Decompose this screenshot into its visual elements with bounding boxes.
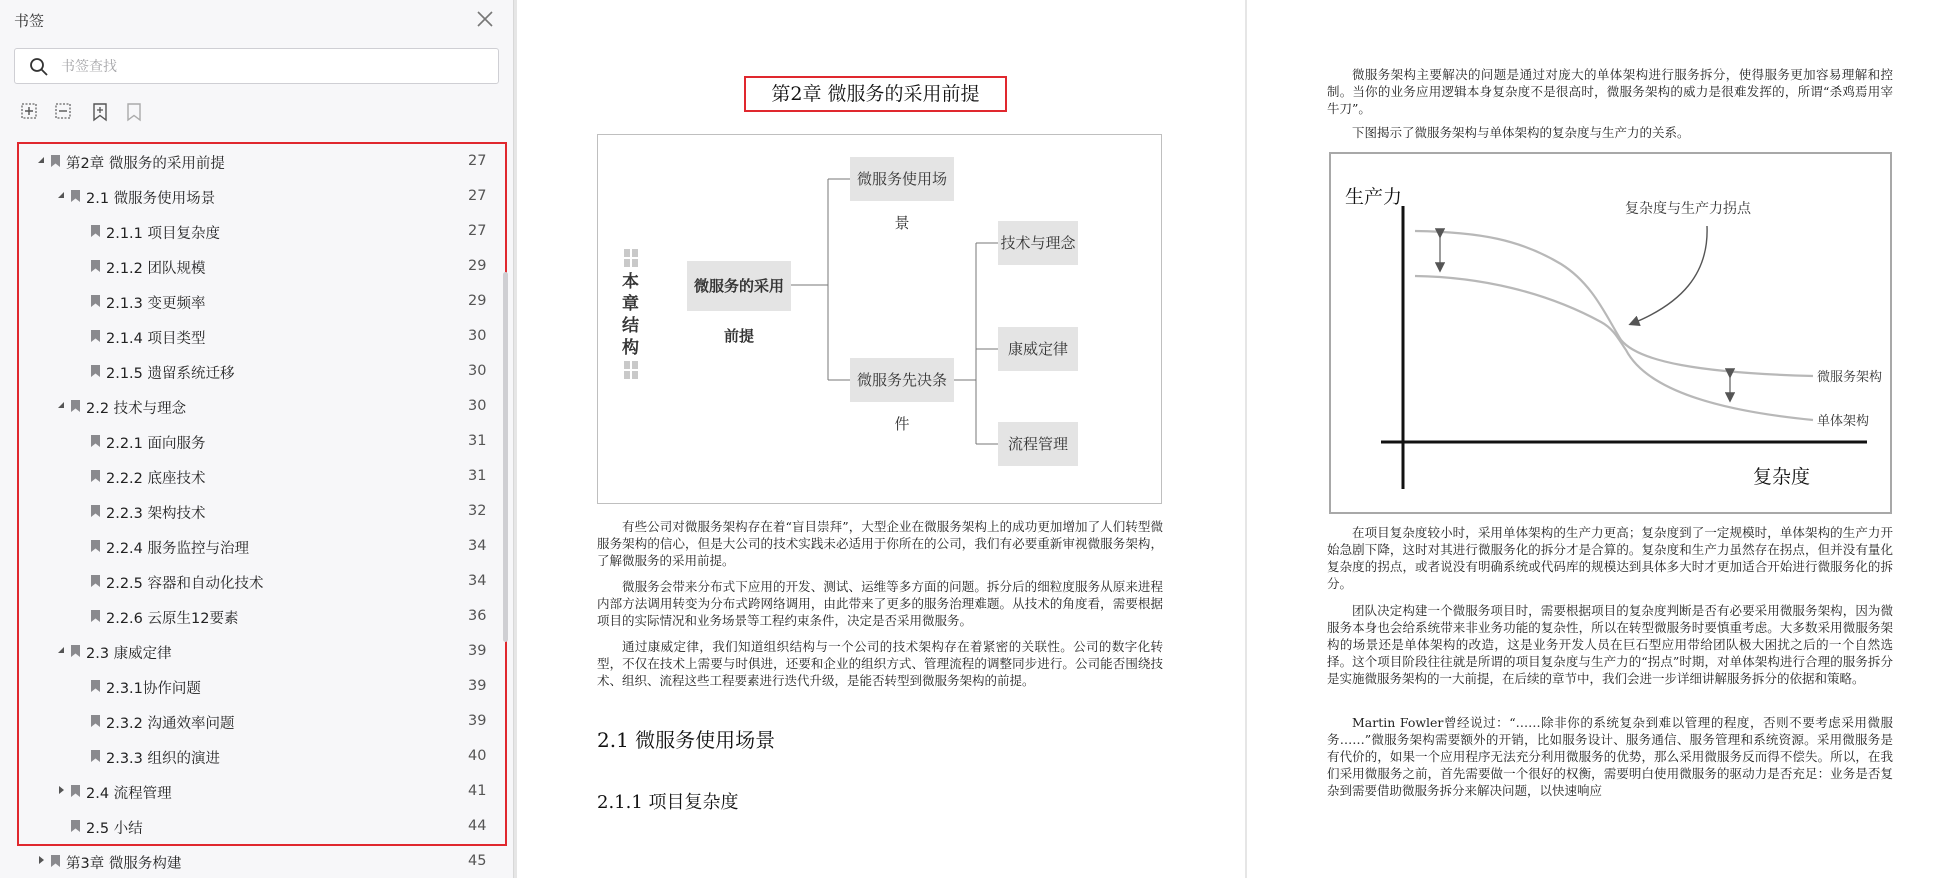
bookmark-page-number: 30 xyxy=(468,398,487,414)
structure-node-process: 流程管理 xyxy=(998,422,1078,466)
subsection-heading: 2.1.1 项目复杂度 xyxy=(597,792,739,813)
bookmark-item[interactable] xyxy=(0,179,496,213)
bookmark-page-number: 34 xyxy=(468,573,487,589)
section-heading: 2.1 微服务使用场景 xyxy=(597,728,776,752)
bookmark-icon xyxy=(90,714,101,728)
paragraph: 通过康威定律，我们知道组织结构与一个公司的技术架构存在着紧密的关联性。公司的数字化转型，不仅在技术上需要与时俱进，还要和企业的组织方式、管理流程的调整同步进行。公司能否围绕技术、组织、流程这些工程要素进行迭代升级，是能否转型到微服务架构的前提。 xyxy=(597,639,1163,688)
bookmark-icon xyxy=(90,574,101,588)
chapter-structure-diagram xyxy=(597,134,1162,504)
bookmark-page-number: 39 xyxy=(468,678,487,694)
bookmark-icon xyxy=(90,259,101,273)
bookmark-item[interactable] xyxy=(0,669,496,703)
bookmark-item[interactable] xyxy=(0,529,496,563)
bookmark-item[interactable] xyxy=(0,844,496,878)
bookmark-icon[interactable] xyxy=(122,100,146,124)
bookmark-icon xyxy=(90,539,101,553)
paragraph: 在项目复杂度较小时，采用单体架构的生产力更高；复杂度到了一定规模时，单体架构的生产力开始急剧下降，这时对其进行微服务化的拆分才是合算的。复杂度和生产力虽然存在拐点，但并没有量化复杂度的拐点，或者说没有明确系统或代码库的规模达到具体多大时才更加适合开始进行微服务化的拆分。 xyxy=(1327,525,1893,591)
structure-node-prereq: 微服务先决条件 xyxy=(850,358,954,402)
search-input[interactable] xyxy=(59,55,483,79)
bookmark-label: 2.2.6 云原生12要素 xyxy=(106,611,239,627)
bookmark-item[interactable] xyxy=(0,214,496,248)
bookmark-page-number: 30 xyxy=(468,363,487,379)
bookmark-label: 第2章 微服务的采用前提 xyxy=(66,156,225,172)
bookmark-icon xyxy=(90,329,101,343)
expand-arrow-icon[interactable] xyxy=(56,785,66,795)
bookmark-label: 2.5 小结 xyxy=(86,821,143,837)
figure-y-label: 生产力 xyxy=(1345,186,1403,208)
bookmark-page-number: 31 xyxy=(468,433,487,449)
bookmark-label: 2.1.5 遗留系统迁移 xyxy=(106,366,235,382)
structure-node-conway: 康威定律 xyxy=(998,327,1078,371)
collapse-arrow-icon[interactable] xyxy=(56,400,66,410)
bookmark-icon xyxy=(90,434,101,448)
collapse-arrow-icon[interactable] xyxy=(56,190,66,200)
bookmark-icon xyxy=(90,749,101,763)
bookmark-item[interactable] xyxy=(0,144,496,178)
bookmark-label: 第3章 微服务构建 xyxy=(66,856,182,872)
paragraph: 微服务会带来分布式下应用的开发、测试、运维等多方面的问题。拆分后的细粒度服务从原来进程内部方法调用转变为分布式跨网络调用，由此带来了更多的服务治理难题。从技术的角度看，需要根据项目的实际情况和业务场景等工程约束条件，决定是否采用微服务。 xyxy=(597,579,1163,628)
structure-side-label: 本章结构 xyxy=(622,272,639,358)
bookmark-label: 2.3 康威定律 xyxy=(86,646,172,662)
add-bookmark-icon[interactable] xyxy=(88,100,112,124)
bookmark-item[interactable] xyxy=(0,599,496,633)
bookmark-page-number: 31 xyxy=(468,468,487,484)
bookmark-page-number: 27 xyxy=(468,188,487,204)
bookmark-page-number: 27 xyxy=(468,153,487,169)
bookmark-icon xyxy=(70,399,81,413)
bookmark-item[interactable] xyxy=(0,284,496,318)
bookmark-item[interactable] xyxy=(0,389,496,423)
chapter-title: 第2章 微服务的采用前提 xyxy=(744,76,1007,112)
bookmark-item[interactable] xyxy=(0,564,496,598)
bookmark-item[interactable] xyxy=(0,634,496,668)
bookmark-icon xyxy=(50,154,61,168)
bookmark-item[interactable] xyxy=(0,249,496,283)
bookmark-page-number: 41 xyxy=(468,783,487,799)
bookmark-page-number: 34 xyxy=(468,538,487,554)
bookmark-label: 2.2.2 底座技术 xyxy=(106,471,206,487)
bookmark-label: 2.4 流程管理 xyxy=(86,786,172,802)
bookmark-label: 2.2.3 架构技术 xyxy=(106,506,206,522)
bookmark-page-number: 29 xyxy=(468,293,487,309)
bookmark-page-number: 44 xyxy=(468,818,487,834)
bookmark-label: 2.2 技术与理念 xyxy=(86,401,187,417)
bookmark-page-number: 32 xyxy=(468,503,487,519)
bookmark-item[interactable] xyxy=(0,319,496,353)
bookmark-page-number: 39 xyxy=(468,643,487,659)
paragraph: 微服务架构主要解决的问题是通过对庞大的单体架构进行服务拆分，使得服务更加容易理解和控制。当你的业务应用逻辑本身复杂度不是很高时，微服务架构的威力是很难发挥的，所谓“杀鸡焉用宰牛刀”。 xyxy=(1327,67,1893,116)
bookmark-icon xyxy=(70,784,81,798)
bookmark-panel xyxy=(0,0,514,878)
bookmark-icon xyxy=(90,294,101,308)
structure-node-tech: 技术与理念 xyxy=(998,221,1078,265)
bookmark-icon xyxy=(90,609,101,623)
bookmark-label: 2.2.4 服务监控与治理 xyxy=(106,541,250,557)
expand-all-icon[interactable] xyxy=(18,100,42,124)
bookmark-icon xyxy=(90,679,101,693)
search-icon xyxy=(29,57,49,77)
bookmark-item[interactable] xyxy=(0,739,496,773)
close-icon[interactable] xyxy=(472,6,498,32)
bookmark-icon xyxy=(90,224,101,238)
bookmark-item[interactable] xyxy=(0,704,496,738)
bookmark-item[interactable] xyxy=(0,774,496,808)
bookmark-label: 2.1 微服务使用场景 xyxy=(86,191,216,207)
collapse-arrow-icon[interactable] xyxy=(36,155,46,165)
paragraph: Martin Fowler曾经说过：“……除非你的系统复杂到难以管理的程度，否则不要考虑采用微服务……”微服务架构需要额外的开销，比如服务设计、服务通信、服务管理和系统资源。采用微服务是有代价的，如果一个应用程序无法充分利用微服务的优势，那么采用微服务反而得不偿失。所以，在我们采用微服务之前，首先需要做一个很好的权衡，需要明白使用微服务的驱动力是否充足：业务是否复杂到需要借助微服务拆分来解决问题，以快速响应 xyxy=(1327,715,1893,798)
document-page-left xyxy=(517,0,1245,878)
complexity-productivity-figure xyxy=(1329,152,1892,514)
structure-node-usage: 微服务使用场景 xyxy=(850,157,954,201)
figure-x-label: 复杂度 xyxy=(1753,466,1811,488)
bookmark-item[interactable] xyxy=(0,494,496,528)
bookmark-page-number: 36 xyxy=(468,608,487,624)
paragraph: 团队决定构建一个微服务项目时，需要根据项目的复杂度判断是否有必要采用微服务架构，因为微服务本身也会给系统带来非业务功能的复杂性，所以在转型微服务时要慎重考虑。大多数采用微服务架构的场景还是单体架构的改造，这是业务开发人员在巨石型应用带给团队极大困扰之后的一个自然选择。这个项目阶段往往就是所谓的项目复杂度与生产力的“拐点”时期，对单体架构进行合理的服务拆分是实施微服务架构的一大前提，在后续的章节中，我们会进一步详细讲解服务拆分的依据和策略。 xyxy=(1327,603,1893,686)
bookmark-label: 2.2.5 容器和自动化技术 xyxy=(106,576,264,592)
bookmark-icon xyxy=(90,364,101,378)
paragraph: 下图揭示了微服务架构与单体架构的复杂度与生产力的关系。 xyxy=(1352,125,1690,140)
bookmark-page-number: 39 xyxy=(468,713,487,729)
bookmark-page-number: 30 xyxy=(468,328,487,344)
bookmark-label: 2.1.3 变更频率 xyxy=(106,296,206,312)
bookmark-icon xyxy=(90,504,101,518)
bookmark-item[interactable] xyxy=(0,354,496,388)
structure-root-node: 微服务的采用前提 xyxy=(687,261,791,311)
bookmark-icon xyxy=(70,644,81,658)
collapse-arrow-icon[interactable] xyxy=(56,645,66,655)
bookmark-icon xyxy=(70,819,81,833)
expand-arrow-icon[interactable] xyxy=(36,855,46,865)
bookmark-item[interactable] xyxy=(0,459,496,493)
bookmark-page-number: 45 xyxy=(468,853,487,869)
bookmark-label: 2.1.4 项目类型 xyxy=(106,331,206,347)
figure-line-label-micro: 微服务架构 xyxy=(1817,370,1883,385)
bookmark-label: 2.1.1 项目复杂度 xyxy=(106,226,221,242)
bookmark-item[interactable] xyxy=(0,809,496,843)
bookmark-icon xyxy=(50,854,61,868)
bookmark-label: 2.2.1 面向服务 xyxy=(106,436,206,452)
collapse-all-icon[interactable] xyxy=(52,100,76,124)
bookmark-page-number: 40 xyxy=(468,748,487,764)
bookmark-page-number: 29 xyxy=(468,258,487,274)
bookmark-search[interactable] xyxy=(14,48,499,84)
bookmark-icon xyxy=(90,469,101,483)
bookmark-label: 2.3.1协作问题 xyxy=(106,681,201,697)
figure-annotation: 复杂度与生产力拐点 xyxy=(1625,201,1751,217)
figure-drawing xyxy=(1331,154,1890,512)
bookmark-label: 2.3.2 沟通效率问题 xyxy=(106,716,235,732)
bookmark-label: 2.1.2 团队规模 xyxy=(106,261,206,277)
figure-line-label-mono: 单体架构 xyxy=(1817,414,1870,429)
bookmark-icon xyxy=(70,189,81,203)
paragraph: 有些公司对微服务架构存在着“盲目崇拜”，大型企业在微服务架构上的成功更加增加了人们转型微服务架构的信心，但是大公司的技术实践未必适用于你所在的公司，我们有必要重新审视微服务架构，了解微服务的采用前提。 xyxy=(597,519,1163,568)
scrollbar[interactable] xyxy=(503,272,508,642)
bookmark-page-number: 27 xyxy=(468,223,487,239)
document-page-right xyxy=(1247,0,1952,878)
bookmark-item[interactable] xyxy=(0,424,496,458)
panel-title: 书签 xyxy=(14,12,45,30)
bookmark-label: 2.3.3 组织的演进 xyxy=(106,751,221,767)
